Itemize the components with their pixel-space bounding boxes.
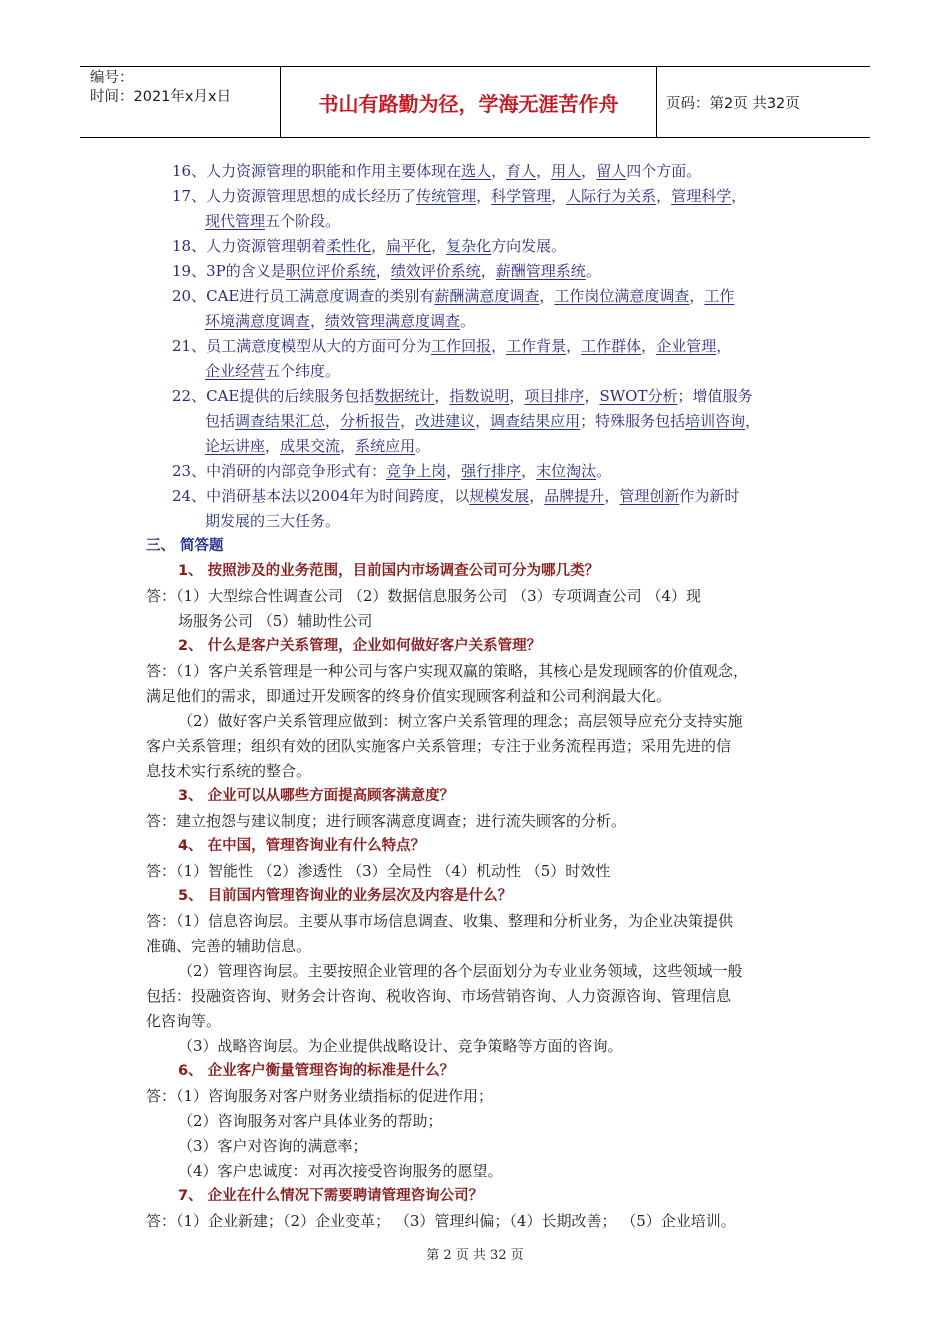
answer-7: 答：（1）企业新建；（2）企业变革； （3）管理纠偏；（4）长期改善； （5）企业培训。 [146,1212,736,1230]
fill-question-16: 16、人力资源管理的职能和作用主要体现在选人，育人，用人，留人四个方面。 [172,162,702,180]
answer-5-line1: 答：（1）信息咨询层。主要从事市场信息调查、收集、整理和分析业务，为企业决策提供 [146,912,734,930]
fill-question-20: 20、CAE进行员工满意度调查的类别有薪酬满意度调查，工作岗位满意度调查，工作 [172,287,735,305]
answer-2-line2: 满足他们的需求，即通过开发顾客的终身价值实现顾客利益和公司利润最大化。 [146,687,672,705]
question-6: 6、 企业客户衡量管理咨询的标准是什么？ [178,1063,455,1079]
answer-1-line1: 答：（1）大型综合性调查公司 （2）数据信息服务公司 （3）专项调查公司 （4）现 [146,587,701,605]
fill-question-17-cont: 现代管理五个阶段。 [205,212,341,230]
page-footer: 第 2 页 共 32 页 [426,1248,524,1263]
fill-question-21: 21、员工满意度模型从大的方面可分为工作回报，工作背景，工作群体，企业管理， [172,337,732,355]
question-4: 4、 在中国，管理咨询业有什么特点？ [178,838,426,854]
fill-question-22: 22、CAE提供的后续服务包括数据统计，指数说明，项目排序，SWOT分析；增值服务 [172,387,753,405]
number-label: 编号： [90,70,134,86]
fill-question-20-cont: 环境满意度调查，绩效管理满意度调查。 [205,312,476,330]
question-1: 1、 按照涉及的业务范围，目前国内市场调查公司可分为哪几类？ [178,563,600,579]
question-5: 5、 目前国内管理咨询业的业务层次及内容是什么？ [178,888,513,904]
fill-question-21-cont: 企业经营五个纬度。 [205,362,341,380]
section-title: 三、 简答题 [146,538,224,554]
fill-question-17: 17、人力资源管理思想的成长经历了传统管理，科学管理，人际行为关系，管理科学， [172,187,747,205]
time-label: 时间：2021年x月x日 [90,89,232,105]
question-2: 2、 什么是客户关系管理，企业如何做好客户关系管理？ [178,638,542,654]
answer-2-line1: 答：（1）客户关系管理是一种公司与客户实现双赢的策略，其核心是发现顾客的价值观念， [146,662,749,680]
answer-5-line4: 包括：投融资咨询、财务会计咨询、税收咨询、市场营销咨询、人力资源咨询、管理信息 [146,987,732,1005]
question-3: 3、 企业可以从哪些方面提高顾客满意度？ [178,788,455,804]
answer-6-line2: （2）咨询服务对客户具体业务的帮助； [178,1112,443,1130]
fill-question-23: 23、中消研的内部竞争形式有：竞争上岗，强行排序，末位淘汰。 [172,462,612,480]
answer-6-line1: 答：（1）咨询服务对客户财务业绩指标的促进作用； [146,1087,494,1105]
answer-5-line2: 准确、完善的辅助信息。 [146,937,312,955]
answer-2-line5: 息技术实行系统的整合。 [146,762,312,780]
fill-question-19: 19、3P的含义是职位评价系统，绩效评价系统，薪酬管理系统。 [172,262,601,280]
fill-question-18: 18、人力资源管理朝着柔性化，扁平化，复杂化方向发展。 [172,237,567,255]
header-meta [80,67,281,137]
answer-4: 答：（1）智能性 （2）渗透性 （3）全局性 （4）机动性 （5）时效性 [146,862,611,880]
answer-1-line2: 场服务公司 （5）辅助性公司 [178,612,373,630]
answer-5-line6: （3）战略咨询层。为企业提供战略设计、竞争策略等方面的咨询。 [178,1037,623,1055]
answer-6-line3: （3）客户对咨询的满意率； [178,1137,368,1155]
header-page-info: 页码：第2页 共32页 [666,95,800,112]
header-motto: 书山有路勤为径，学海无涯苦作舟 [281,67,657,137]
answer-5-line5: 化咨询等。 [146,1012,222,1030]
answer-6-line4: （4）客户忠诚度：对再次接受咨询服务的愿望。 [178,1162,503,1180]
fill-question-22-cont2: 论坛讲座，成果交流，系统应用。 [205,437,431,455]
fill-question-24: 24、中消研基本法以2004年为时间跨度，以规模发展，品牌提升，管理创新作为新时 [172,487,740,505]
answer-3: 答：建立抱怨与建议制度；进行顾客满意度调查；进行流失顾客的分析。 [146,812,627,830]
answer-2-line3: （2）做好客户关系管理应做到：树立客户关系管理的理念；高层领导应充分支持实施 [178,712,743,730]
answer-2-line4: 客户关系管理；组织有效的团队实施客户关系管理；专注于业务流程再造；采用先进的信 [146,737,732,755]
answer-5-line3: （2）管理咨询层。主要按照企业管理的各个层面划分为专业业务领域，这些领域一般 [178,962,743,980]
question-7: 7、 企业在什么情况下需要聘请管理咨询公司？ [178,1188,484,1204]
fill-question-22-cont1: 包括调查结果汇总，分析报告，改进建议，调查结果应用；特殊服务包括培训咨询， [205,412,761,430]
fill-question-24-cont: 期发展的三大任务。 [205,512,341,530]
page-header [80,66,870,138]
